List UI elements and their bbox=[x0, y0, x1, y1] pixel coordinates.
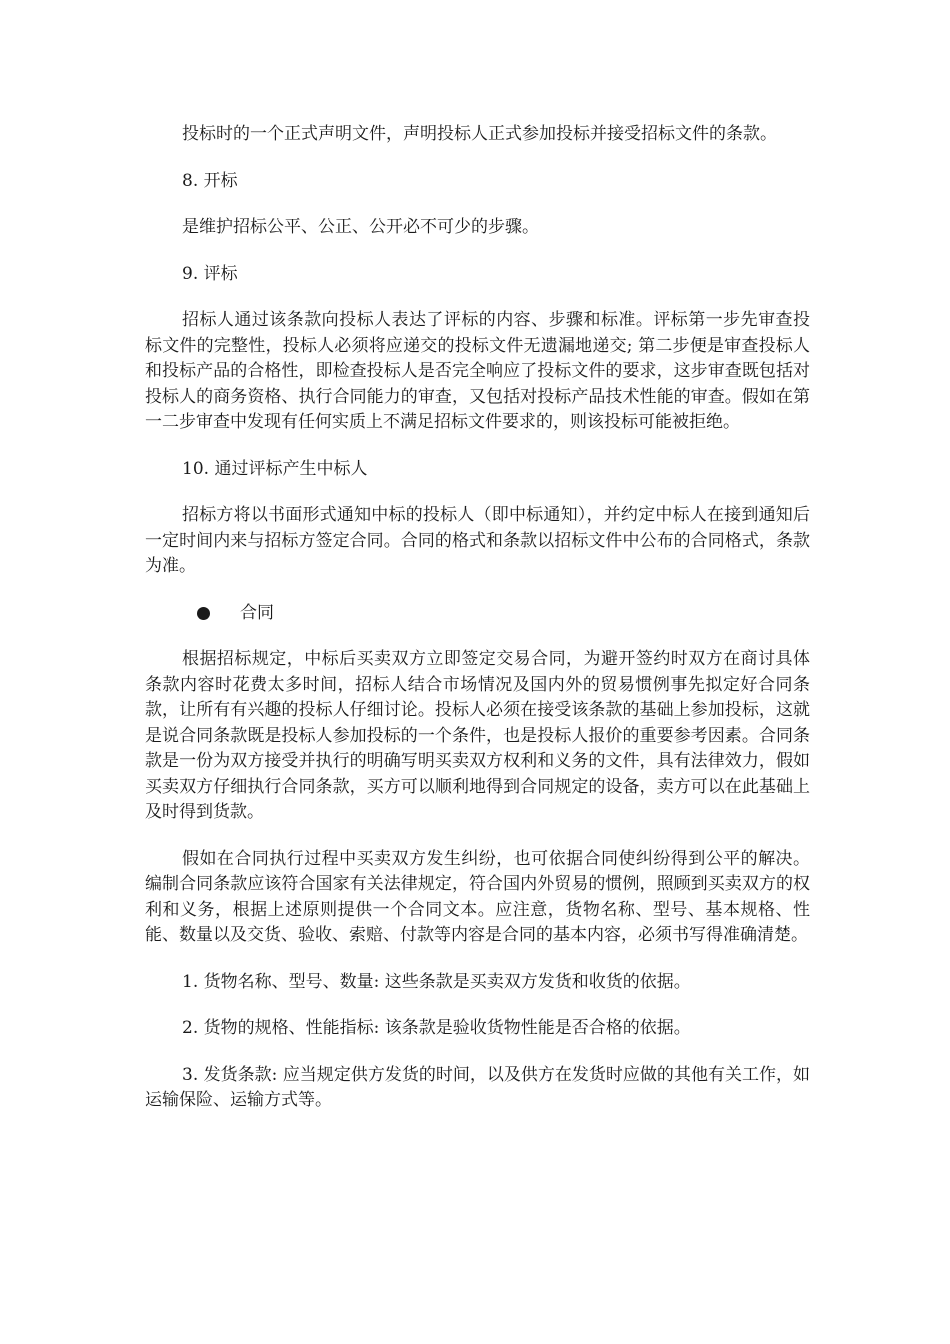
bullet-contract-label: 合同 bbox=[240, 602, 274, 623]
paragraph-bid-opening: 是维护招标公平、公正、公开必不可少的步骤。 bbox=[182, 217, 539, 237]
paragraph-winning-bidder: 招标方将以书面形式通知中标的投标人（即中标通知），并约定中标人在接到通知后一定时间内来与招标方签定合同。合同的格式和条款以招标文件中公布的合同格式，条款为准。 bbox=[145, 505, 810, 576]
bullet-contract bbox=[145, 601, 810, 627]
heading-bid-evaluation: 9. 评标 bbox=[182, 263, 238, 284]
paragraph-contract-signing: 根据招标规定，中标后买卖双方立即签定交易合同，为避开签约时双方在商讨具体条款内容时花费太多时间，招标人结合市场情况及国内外的贸易惯例事先拟定好合同条款，让所有有兴趣的投标人仔细讨论。投标人必须在接受该条款的基础上参加投标，这就是说合同条款既是投标人参加投标的一个条件，也是投标人报价的重要参考因素。合同条款是一份为双方接受并执行的明确写明买卖双方权利和义务的文件，具有法律效力，假如买卖双方仔细执行合同条款，买方可以顺利地得到合同规定的设备，卖方可以在此基础上及时得到货款。 bbox=[145, 649, 810, 822]
paragraph-bid-evaluation: 招标人通过该条款向投标人表达了评标的内容、步骤和标准。评标第一步先审查投标文件的完整性，投标人必须将应递交的投标文件无遗漏地递交; 第二步便是审查投标人和投标产品的合格性，即检查投标人是否完全响应了投标文件的要求，这步审查既包括对投标人的商务资格、执行合同能力的审查，又包括对投标产品技术性能的审查。假如在第一二步审查中发现有任何实质上不满足招标文件要求的，则该投标可能被拒绝。 bbox=[145, 310, 810, 432]
bullet-dot-icon bbox=[197, 607, 210, 620]
list-item-goods-spec: 2. 货物的规格、性能指标: 该条款是验收货物性能是否合格的依据。 bbox=[182, 1018, 691, 1038]
heading-winning-bidder: 10. 通过评标产生中标人 bbox=[182, 458, 368, 479]
document-body bbox=[145, 122, 810, 1135]
paragraph-bid-declaration: 投标时的一个正式声明文件，声明投标人正式参加投标并接受招标文件的条款。 bbox=[182, 124, 777, 144]
list-item-goods-name: 1. 货物名称、型号、数量: 这些条款是买卖双方发货和收货的依据。 bbox=[182, 971, 691, 992]
list-item-shipping-terms: 3. 发货条款: 应当规定供方发货的时间，以及供方在发货时应做的其他有关工作，如运输保险、运输方式等。 bbox=[145, 1064, 810, 1110]
paragraph-contract-disputes: 假如在合同执行过程中买卖双方发生纠纷，也可依据合同使纠纷得到公平的解决。编制合同条款应该符合国家有关法律规定，符合国内外贸易的惯例，照顾到买卖双方的权利和义务，根据上述原则提供一个合同文本。应注意，货物名称、型号、基本规格、性能、数量以及交货、验收、索赔、付款等内容是合同的基本内容，必须书写得准确清楚。 bbox=[145, 848, 810, 945]
heading-bid-opening: 8. 开标 bbox=[182, 170, 238, 191]
